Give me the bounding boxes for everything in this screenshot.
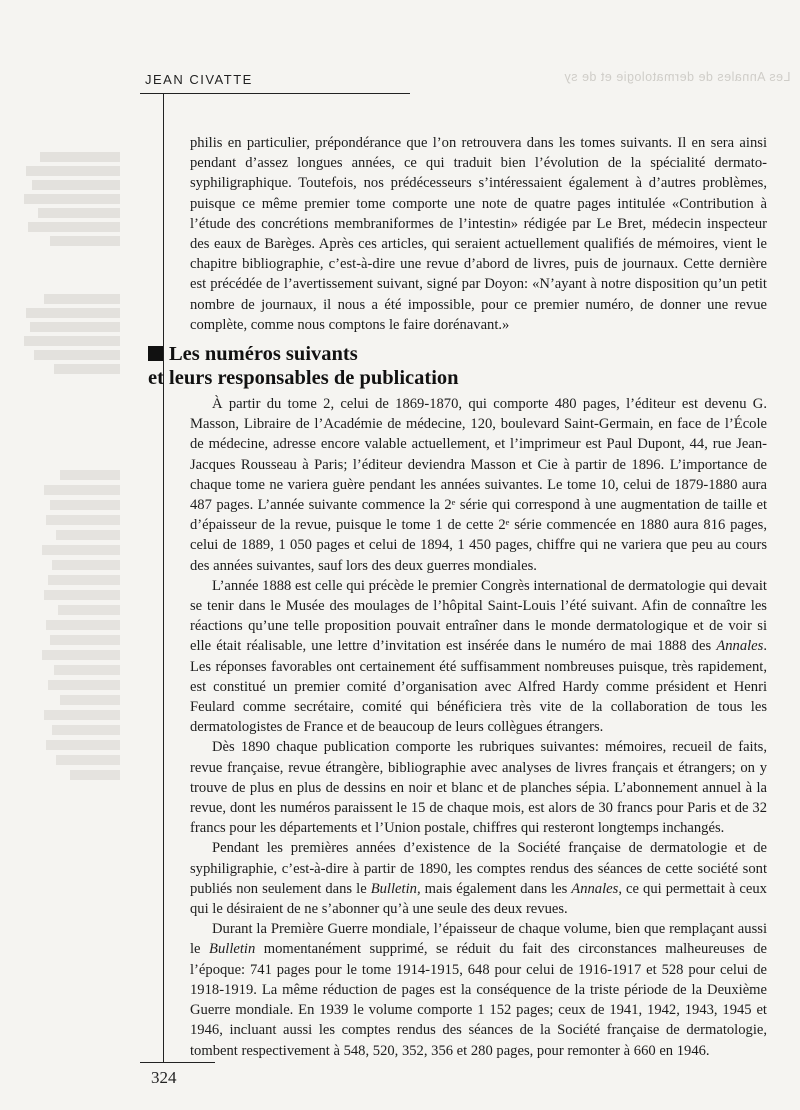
show-through-sidenote-3	[40, 468, 120, 828]
intro-block	[190, 133, 767, 335]
paragraph-rubriques-1890	[190, 737, 767, 838]
show-through-header: Les Annales de dermatologie et de sy	[563, 70, 790, 84]
journal-title: Annales	[716, 638, 764, 655]
paragraph-text: momentanément supprimé, se réduit du fait des circonstances malheureuses de l’époque: 741 pages pour le tome 1914-1915, 648 pour celui de 1916-1917 et 528 pour celui de 1918-1919. La même réduction de pages est la conséquence de la triste période de la Deuxième Guerre mondiale. En 1939 le volume comporte 1 152 pages; ceux de 1941, 1942, 1943, 1945 et 1946, incluant aussi les comptes rendus des séances de la Société française de dermatologie, tombent respectivement à 548, 520, 352, 356 et 280 pages, pour remonter à 660 en 1946.	[190, 941, 768, 1059]
header-rule	[140, 93, 410, 94]
paragraph-congres-1888	[190, 576, 767, 738]
section-heading	[148, 342, 708, 390]
paragraph-text: . Les réponses favorables ont certainement été suffisamment nombreuses puisque, très rapidement, est constitué un premier comité d’organisation avec Alfred Hardy comme président et Henri Feulard comme secrétaire, comité qui bénéficiera très vite de la collaboration de tous les dermatologistes de France et de beaucoup de leurs collègues étrangers.	[190, 638, 767, 736]
heading-square-bullet-icon	[148, 346, 163, 361]
paragraph-societe-francaise	[190, 838, 767, 919]
paragraph-text: Durant la Première Guerre mondiale, l’épaisseur de chaque volume, bien que remplaçant aussi le	[190, 921, 767, 958]
journal-title: Bulletin	[370, 880, 417, 897]
intro-paragraph: philis en particulier, prépondérance que l’on retrouvera dans les tomes suivants. Il en sera ainsi pendant d’assez longues années, ce qui traduit bien l’évolution de la spécialité dermato-syphiligraphique. Toutefois, nos prédécesseurs s’intéressaient également à d’autres problèmes, puisque ce même premier tome comporte une note de quatre pages intitulée «Contribution à l’étude des concrétions membraniformes de l’intestin» rédigée par Le Bret, médecin inspecteur des eaux de Barèges. Après ces articles, qui seraient actuellement qualifiés de mémoires, vient le chapitre bibliographie, c’est-à-dire une revue d’abord de livres, puis de journaux. Cette dernière est précédée de l’avertissement suivant, signé par Doyon: «N’ayant à notre disposition qu’un petit nombre de journaux, il nous a été impossible, pour ce premier numéro, de donner une revue complète, comme nous comptons le faire dorénavant.»	[190, 135, 767, 333]
show-through-sidenote-2	[20, 292, 120, 402]
heading-line-1: Les numéros suivants	[169, 343, 358, 365]
paragraph-guerres-mondiales	[190, 919, 767, 1060]
paragraph-text: , ce qui permettait à ceux qui le désiraient de ne s’abonner qu’à une seule des deux revues.	[190, 880, 767, 918]
journal-title: Annales	[571, 880, 619, 897]
section-body	[190, 394, 767, 1061]
paragraph-text: Pendant les premières années d’existence de la Société française de dermatologie et de syphiligraphie, c’est-à-dire à partir de 1890, les comptes rendus des séances de cette société sont publiés non seulement dans le	[190, 840, 767, 897]
paragraph-text: , mais également dans les	[416, 880, 572, 897]
paragraph-text: L’année 1888 est celle qui précède le premier Congrès international de dermatologie qui devait se tenir dans le Musée des moulages de l’hôpital Saint-Louis l’été suivant. Afin de connaître les réactions qu’une telle proposition pouvait entraîner dans le monde dermatologique et de voir si elle était réalisable, une lettre d’invitation est insérée dans le numéro de mai 1888 des	[190, 577, 767, 655]
paragraph-text: Dès 1890 chaque publication comporte les rubriques suivantes: mémoires, recueil de faits, revue française, revue étrangère, bibliographie avec analyses de livres français et étrangers; on y trouve de plus en plus de dessins en noir et blanc et de planches sépia. L’abonnement annuel à la revue, dont les numéros paraissent le 15 de chaque mois, est alors de 30 francs pour Paris et de 32 francs pour les départements et l’Union postale, chiffres qui resteront longtemps inchangés.	[190, 739, 767, 837]
heading-line-2: et leurs responsables de publication	[148, 367, 459, 389]
footer-rule	[140, 1062, 215, 1063]
journal-title: Bulletin	[209, 941, 256, 958]
paragraph-text: À partir du tome 2, celui de 1869-1870, qui comporte 480 pages, l’éditeur est devenu G. Masson, Libraire de l’Académie de médecine, 120, boulevard Saint-Germain, en face de l’École de médecine, adresse encore valable actuellement, et l’imprimeur est Paul Dupont, 44, rue Jean-Jacques Rousseau à Paris; l’éditeur deviendra Masson et Cie à partir de 1896. L’importance de chaque tome ne variera guère pendant les années suivantes. Le tome 10, celui de 1879-1880 aura 487 pages. L’année suivante commence la 2ᵉ série qui correspond à une augmentation de taille et d’épaisseur de la revue, puisque le tome 1 de cette 2ᵉ série commencée en 1880 aura 816 pages, celui de 1889, 1 050 pages et celui de 1894, 1 450 pages, chiffre qui ne variera que peu au cours des années suivantes, sauf lors des deux guerres mondiales.	[190, 396, 767, 574]
margin-vertical-rule	[163, 93, 164, 1063]
running-header-author: JEAN CIVATTE	[145, 72, 253, 87]
show-through-sidenote	[20, 150, 120, 270]
paragraph-tome-2	[190, 394, 767, 576]
page-number: 324	[151, 1068, 177, 1087]
